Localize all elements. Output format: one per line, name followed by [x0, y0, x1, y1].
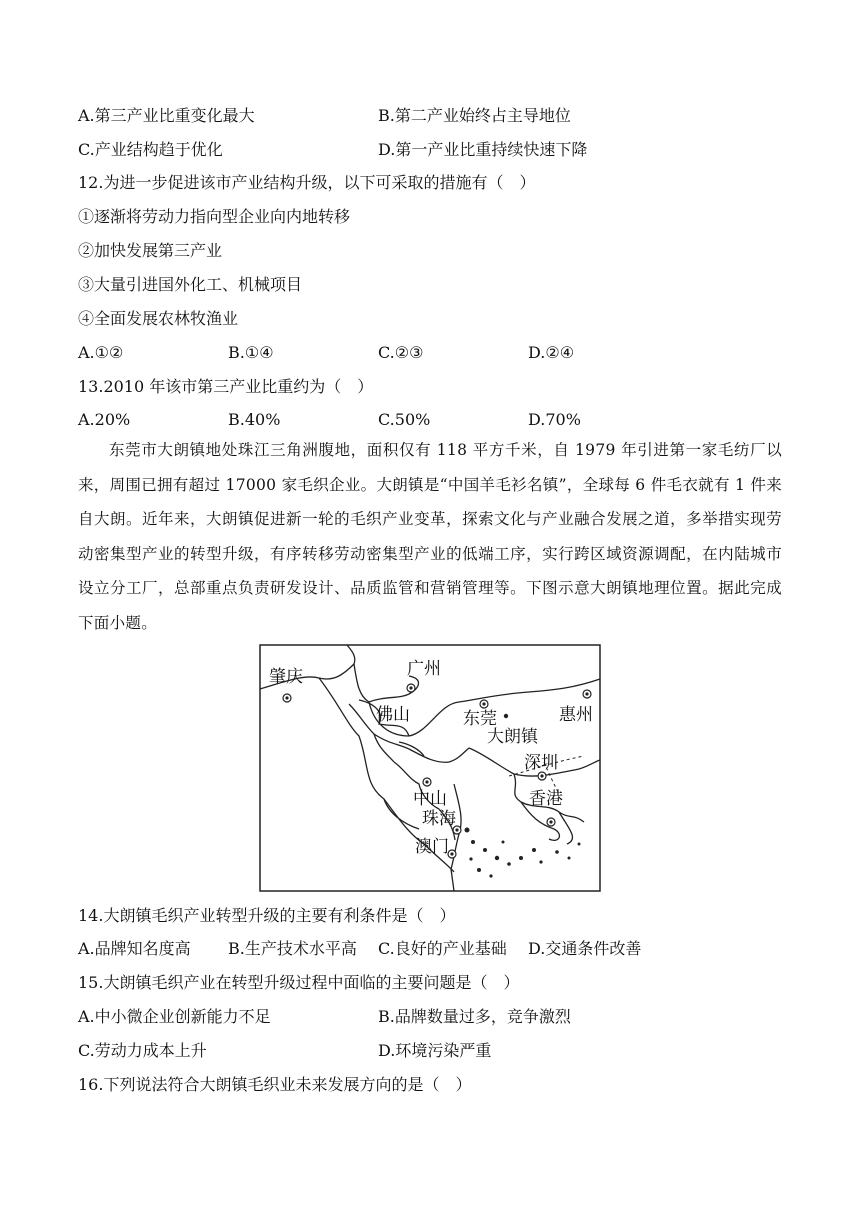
q12-item-2: ②加快发展第三产业: [78, 241, 223, 260]
location-map: [259, 644, 601, 892]
q13-stem: 13.2010 年该市第三产业比重约为（ ）: [78, 377, 374, 396]
label-hongkong: 香港: [529, 789, 563, 809]
label-zhaoqing: 肇庆: [269, 667, 303, 687]
q15-option-a: A.中小微企业创新能力不足: [78, 1007, 271, 1026]
q11-option-a: A.第三产业比重变化最大: [78, 106, 255, 125]
q14-option-b: B.生产技术水平高: [228, 939, 357, 958]
q13-option-d: D.70%: [528, 410, 581, 429]
q11-option-c: C.产业结构趋于优化: [78, 140, 223, 159]
label-macau: 澳门: [415, 837, 449, 857]
q15-stem: 15.大朗镇毛织产业在转型升级过程中面临的主要问题是（ ）: [78, 973, 520, 992]
label-dalang: 大朗镇: [487, 727, 538, 747]
q14-option-d: D.交通条件改善: [528, 939, 642, 958]
passage-text: 东莞市大朗镇地处珠江三角洲腹地，面积仅有 118 平方千米，自 1979 年引进第一家毛纺厂以来，周围已拥有超过 17000 家毛织企业。大朗镇是“中国羊毛衫名镇”，全球每 6 件毛衣就有 1 件来自大朗。近年来，大朗镇促进新一轮的毛织产业变革，探索文化与产业融合发展之道，多举措实现劳动密集型产业的转型升级，有序转移劳动密集型产业的低端工序，实行跨区域资源调配，在内陆城市设立分工厂，总部重点负责研发设计、品质监管和营销管理等。下图示意大朗镇地理位置。据此完成下面小题。: [78, 441, 782, 632]
q13-option-b: B.40%: [228, 410, 281, 429]
q13-option-a: A.20%: [78, 410, 131, 429]
label-shenzhen: 深圳: [524, 753, 558, 773]
q12-option-d: D.②④: [528, 343, 575, 362]
q12-item-1: ①逐渐将劳动力指向型企业向内地转移: [78, 207, 351, 226]
q12-item-4: ④全面发展农林牧渔业: [78, 309, 239, 328]
q13-option-c: C.50%: [378, 410, 431, 429]
label-foshan: 佛山: [376, 705, 410, 725]
q15-option-d: D.环境污染严重: [378, 1041, 492, 1060]
label-dongguan: 东莞: [463, 709, 497, 729]
q12-item-3: ③大量引进国外化工、机械项目: [78, 275, 303, 294]
q15-option-c: C.劳动力成本上升: [78, 1041, 207, 1060]
label-zhongshan: 中山: [413, 789, 447, 809]
q12-option-c: C.②③: [378, 343, 424, 362]
label-huizhou: 惠州: [559, 705, 593, 725]
label-guangzhou: 广州: [407, 659, 441, 679]
q11-option-b: B.第二产业始终占主导地位: [378, 106, 571, 125]
label-zhuhai: 珠海: [422, 809, 456, 829]
q12-option-a: A.①②: [78, 343, 124, 362]
q11-option-d: D.第一产业比重持续快速下降: [378, 140, 588, 159]
dalang-marker: [504, 714, 508, 718]
q15-option-b: B.品牌数量过多，竞争激烈: [378, 1007, 571, 1026]
q14-option-c: C.良好的产业基础: [378, 939, 507, 958]
q14-option-a: A.品牌知名度高: [78, 939, 191, 958]
q12-option-b: B.①④: [228, 343, 274, 362]
q14-stem: 14.大朗镇毛织产业转型升级的主要有利条件是（ ）: [78, 906, 456, 925]
q12-stem: 12.为进一步促进该市产业结构升级，以下可采取的措施有（ ）: [78, 173, 536, 192]
q16-stem: 16.下列说法符合大朗镇毛织业未来发展方向的是（ ）: [78, 1075, 472, 1094]
